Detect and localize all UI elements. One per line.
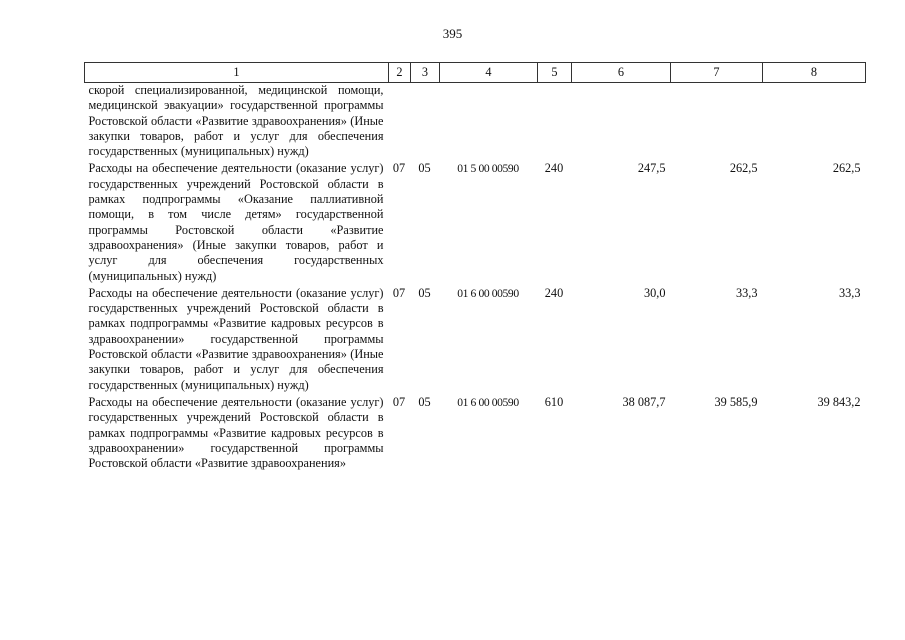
cell-expense-type: 240 [544,285,564,300]
cell-target-code: 01 6 00 00590 [457,286,519,300]
cell-amount-col7: 39 585,9 [714,394,758,409]
table-row [85,393,866,471]
cell-target-code: 01 6 00 00590 [457,395,519,409]
cell-amount-col8: 262,5 [832,161,861,176]
page-number: 395 [442,26,463,41]
cell-expense-type: 240 [544,161,564,176]
column-header: 6 [572,63,671,83]
column-header: 1 [85,63,389,83]
cell-subsection: 05 [418,161,431,176]
column-header: 7 [671,63,763,83]
table-row [85,159,866,283]
cell-amount-col8 [763,83,866,160]
cell-amount-col6 [572,83,671,160]
cell-amount-col8: 39 843,2 [817,394,861,409]
row-description: Расходы на обеспечение деятельности (оказание услуг) государственных учреждений Ростовской области в рамках подпрограммы «Развитие кадровых ресурсов в здравоохранении» государственной программы Ростовской области «Развитие здравоохранения» [88,394,384,471]
cell-amount-col6: 30,0 [643,285,666,300]
column-header: 8 [763,63,866,83]
cell-subsection: 05 [418,285,431,300]
column-header: 5 [538,63,572,83]
table-row [85,284,866,393]
column-header: 2 [389,63,411,83]
table-header-row [85,63,866,83]
row-description: скорой специализированной, медицинской помощи, медицинской эвакуации» государственной программы Ростовской области «Развитие здравоохранения» (Иные закупки товаров, работ и услуг для обеспечения государственных (муниципальных) нужд) [88,83,384,159]
cell-subsection [411,83,440,160]
cell-target-code [440,83,538,160]
cell-amount-col6: 38 087,7 [622,394,666,409]
cell-expense-type: 610 [544,394,564,409]
row-description: Расходы на обеспечение деятельности (оказание услуг) государственных учреждений Ростовской области в рамках подпрограммы «Развитие кадровых ресурсов в здравоохранении» государственной программы Ростовской области «Развитие здравоохранения» (Иные закупки товаров, работ и услуг для обеспечения государственных (муниципальных) нужд) [88,285,384,392]
cell-amount-col7: 33,3 [735,285,758,300]
cell-section [389,83,411,160]
table-row [85,83,866,160]
cell-amount-col8: 33,3 [838,285,861,300]
cell-section: 07 [392,161,406,176]
cell-section: 07 [392,285,406,300]
cell-amount-col6: 247,5 [637,161,666,176]
cell-subsection: 05 [418,394,431,409]
cell-expense-type [538,83,572,160]
column-header: 4 [440,63,538,83]
cell-amount-col7: 262,5 [729,161,758,176]
cell-section: 07 [392,394,406,409]
row-description: Расходы на обеспечение деятельности (оказание услуг) государственных учреждений Ростовской области в рамках подпрограммы «Оказание паллиативной помощи, в том числе детям» государственной программы Ростовской области «Развитие здравоохранения» (Иные закупки товаров, работ и услуг для обеспечения государственных (муниципальных) нужд) [88,161,384,283]
cell-target-code: 01 5 00 00590 [457,162,519,176]
cell-amount-col7 [671,83,763,160]
budget-table [84,62,866,471]
column-header: 3 [411,63,440,83]
